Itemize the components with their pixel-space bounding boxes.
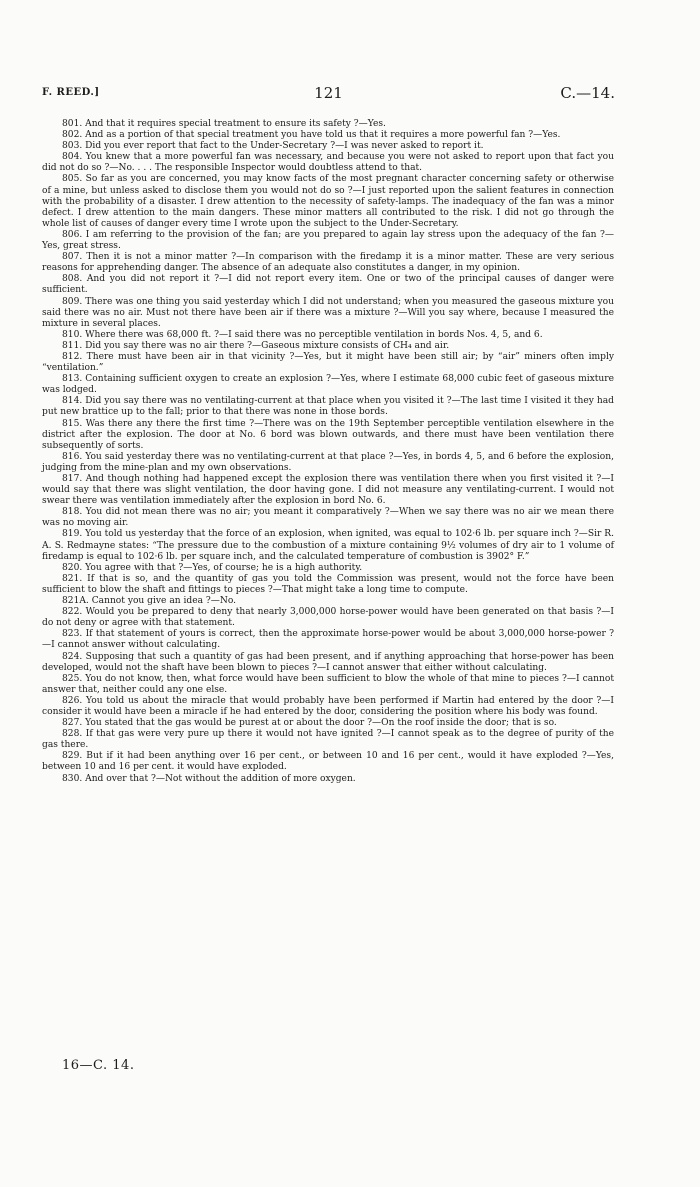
testimony-paragraph: 804. You knew that a more powerful fan was necessary, and because you were not asked to report upon that fact you did not do so ?—No. . . . The responsible Inspector would doubtless attend to that. xyxy=(42,152,614,174)
testimony-paragraph: 808. And you did not report it ?—I did not report every item. One or two of the principal causes of danger were sufficient. xyxy=(42,274,614,296)
document-code: C.—14. xyxy=(560,84,615,102)
testimony-paragraph: 810. Where there was 68,000 ft. ?—I said there was no perceptible ventilation in bords Nos. 4, 5, and 6. xyxy=(62,329,543,340)
testimony-paragraph: 812. There must have been air in that vicinity ?—Yes, but it might have been still air; by “air” miners often imply “ventilation.” xyxy=(42,351,614,374)
testimony-paragraph: 830. And over that ?—Not without the addition of more oxygen. xyxy=(62,773,356,784)
testimony-paragraph: 805. So far as you are concerned, you may know facts of the most pregnant character concerning safety or otherwise of a mine, but unless asked to disclose them you would not do so ?—I just reported upon the salient features in connection with the probability of a disaster. I drew attention to the necessity of safety-lamps. The inadequacy of the fan was a minor defect. I drew attention to the main dangers. These minor matters all contributed to the risk. I did not go through the whole list of causes of danger every time I wrote upon the subject to the Under-Secretary. xyxy=(42,174,614,229)
testimony-paragraph: 816. You said yesterday there was no ventilating-current at that place ?—Yes, in bords 4, 5, and 6 before the explosion, judging from the mine-plan and my own observations. xyxy=(42,451,614,473)
testimony-paragraph: 802. And as a portion of that special treatment you have told us that it requires a more powerful fan ?—Yes. xyxy=(62,130,561,141)
testimony-paragraph: 818. You did not mean there was no air; you meant it comparatively ?—When we say there was no air we mean there was no moving air. xyxy=(42,507,614,529)
testimony-paragraph: 820. You agree with that ?—Yes, of course; he is a high authority. xyxy=(62,562,363,573)
testimony-paragraph: 826. You told us about the miracle that would probably have been performed if Martin had entered by the door ?—I consider it would have been a miracle if he had entered by the door, considering the position where his body was found. xyxy=(42,695,614,717)
testimony-paragraph: 813. Containing sufficient oxygen to create an explosion ?—Yes, where I estimate 68,000 cubic feet of gaseous mixture was lodged. xyxy=(42,374,614,396)
testimony-paragraph: 822. Would you be prepared to deny that nearly 3,000,000 horse-power would have been generated on that basis ?—I do not deny or agree with that statement. xyxy=(42,607,614,629)
testimony-paragraph: 814. Did you say there was no ventilating-current at that place when you visited it ?—The last time I visited it they had put new brattice up to the fall; prior to that there was none in those bords. xyxy=(42,396,614,418)
testimony-paragraph: 821A. Cannot you give an idea ?—No. xyxy=(62,596,237,607)
testimony-paragraph: 809. There was one thing you said yesterday which I did not understand; when you measured the gaseous mixture you said there was no air. Must not there have been air if there was a mixture ?—Will you say where, because I measured the mixture in several places. xyxy=(42,296,614,329)
testimony-paragraph: 829. But if it had been anything over 16 per cent., or between 10 and 16 per cent., would it have exploded ?—Yes, between 10 and 16 per cent. it would have exploded. xyxy=(42,751,614,773)
testimony-paragraph: 806. I am referring to the provision of the fan; are you prepared to again lay stress upon the adequacy of the fan ?—Yes, great stress. xyxy=(42,229,614,252)
testimony-paragraph: 817. And though nothing had happened except the explosion there was ventilation there when you first visited it ?—I would say that there was slight ventilation, the door having gone. I did not measure any ventilating-current. I would not swear there was ventilation immediately after the explosion in bord No. 6. xyxy=(42,474,614,507)
testimony-paragraph: 825. You do not know, then, what force would have been sufficient to blow the whole of that mine to pieces ?—I cannot answer that, neither could any one else. xyxy=(42,673,614,695)
testimony-paragraph: 801. And that it requires special treatment to ensure its safety ?—Yes. xyxy=(62,119,386,129)
testimony-paragraph: 823. If that statement of yours is correct, then the approximate horse-power would be about 3,000,000 horse-power ?—I cannot answer without calculating. xyxy=(42,629,614,651)
page-footer: 16—C. 14. xyxy=(62,1058,135,1073)
testimony-body xyxy=(42,119,614,785)
page-number: 121 xyxy=(314,84,343,102)
testimony-paragraph: 827. You stated that the gas would be purest at or about the door ?—On the roof inside the door; that is so. xyxy=(62,718,557,729)
testimony-paragraph: 807. Then it is not a minor matter ?—In comparison with the firedamp it is a minor matter. These are very serious reasons for apprehending danger. The absence of an adequate also constitutes a danger, in my opinion. xyxy=(42,252,614,274)
testimony-paragraph: 828. If that gas were very pure up there it would not have ignited ?—I cannot speak as to the degree of purity of the gas there. xyxy=(42,729,614,751)
testimony-paragraph: 821. If that is so, and the quantity of gas you told the Commission was present, would not the force have been sufficient to blow the shaft and fittings to pieces ?—That might take a long time to compute. xyxy=(42,573,614,595)
header-witness: F. REED.] xyxy=(42,87,100,98)
testimony-paragraph: 815. Was there any there the first time ?—There was on the 19th September perceptible ventilation elsewhere in the district after the explosion. The door at No. 6 bord was blown outwards, and there must have been ventilation there subsequently of sorts. xyxy=(42,418,614,451)
testimony-paragraph: 819. You told us yesterday that the force of an explosion, when ignited, was equal to 102·6 lb. per square inch ?—Sir R. A. S. Redmayne states: “The pressure due to the combustion of a mixture containing 9½ volumes of dry air to 1 volume of firedamp is equal to 102·6 lb. per square inch, and the calculated temperature of combustion is 3902° F.” xyxy=(42,529,614,562)
testimony-paragraph: 803. Did you ever report that fact to the Under-Secretary ?—I was never asked to report it. xyxy=(62,141,484,152)
page-header xyxy=(42,84,615,106)
testimony-paragraph: 824. Supposing that such a quantity of gas had been present, and if anything approaching that horse-power has been developed, would not the shaft have been blown to pieces ?—I cannot answer that either without calculating. xyxy=(42,651,614,673)
testimony-paragraph: 811. Did you say there was no air there ?—Gaseous mixture consists of CH₄ and air. xyxy=(62,340,450,351)
